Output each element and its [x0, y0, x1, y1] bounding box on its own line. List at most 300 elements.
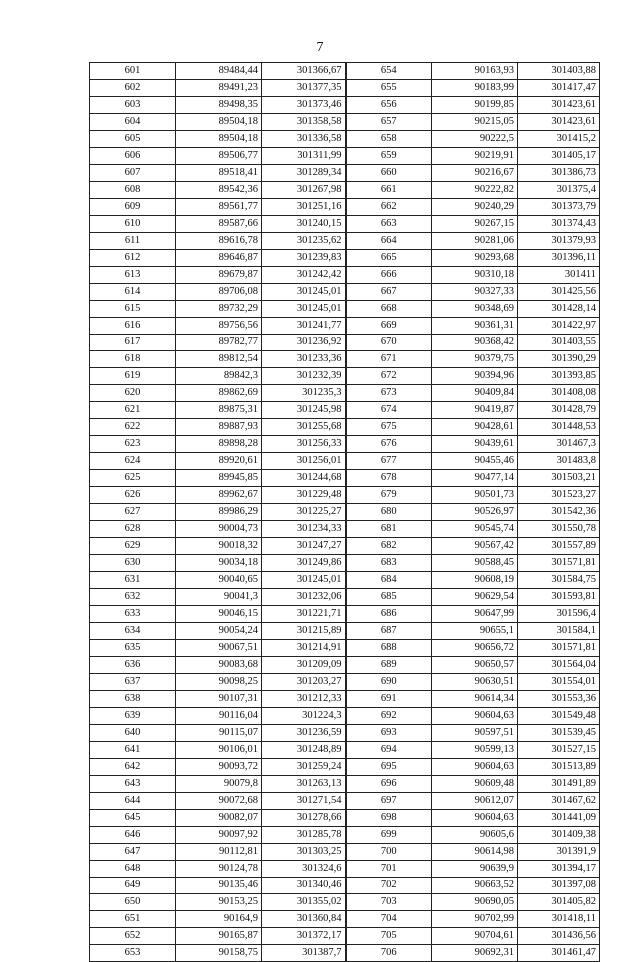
- y-coordinate-cell: 301340,46: [262, 877, 346, 894]
- table-row: [90, 504, 600, 521]
- point-number-cell: 696: [346, 775, 432, 792]
- x-coordinate-cell: 90112,81: [176, 843, 262, 860]
- table-row: [90, 181, 600, 198]
- table-row: [90, 606, 600, 623]
- y-coordinate-cell: 301251,16: [262, 198, 346, 215]
- point-number-cell: 614: [90, 283, 176, 300]
- y-coordinate-cell: 301550,78: [518, 521, 600, 538]
- table-row: [90, 63, 600, 80]
- x-coordinate-cell: 90222,82: [432, 181, 518, 198]
- point-number-cell: 624: [90, 453, 176, 470]
- x-coordinate-cell: 90164,9: [176, 911, 262, 928]
- y-coordinate-cell: 301417,47: [518, 79, 600, 96]
- x-coordinate-cell: 90310,18: [432, 266, 518, 283]
- y-coordinate-cell: 301584,75: [518, 572, 600, 589]
- y-coordinate-cell: 301248,89: [262, 741, 346, 758]
- point-number-cell: 606: [90, 147, 176, 164]
- point-number-cell: 623: [90, 436, 176, 453]
- x-coordinate-cell: 90690,05: [432, 894, 518, 911]
- y-coordinate-cell: 301256,33: [262, 436, 346, 453]
- y-coordinate-cell: 301289,34: [262, 164, 346, 181]
- table-row: [90, 249, 600, 266]
- point-number-cell: 697: [346, 792, 432, 809]
- y-coordinate-cell: 301503,21: [518, 470, 600, 487]
- table-row: [90, 555, 600, 572]
- table-row: [90, 826, 600, 843]
- table-row: [90, 758, 600, 775]
- y-coordinate-cell: 301571,81: [518, 639, 600, 656]
- y-coordinate-cell: 301242,42: [262, 266, 346, 283]
- y-coordinate-cell: 301448,53: [518, 419, 600, 436]
- point-number-cell: 661: [346, 181, 432, 198]
- point-number-cell: 634: [90, 622, 176, 639]
- y-coordinate-cell: 301232,06: [262, 589, 346, 606]
- x-coordinate-cell: 90655,1: [432, 622, 518, 639]
- y-coordinate-cell: 301245,01: [262, 572, 346, 589]
- y-coordinate-cell: 301422,97: [518, 317, 600, 334]
- point-number-cell: 641: [90, 741, 176, 758]
- x-coordinate-cell: 89679,87: [176, 266, 262, 283]
- table-row: [90, 283, 600, 300]
- x-coordinate-cell: 90614,34: [432, 690, 518, 707]
- table-row: [90, 453, 600, 470]
- x-coordinate-cell: 90158,75: [176, 945, 262, 962]
- point-number-cell: 692: [346, 707, 432, 724]
- x-coordinate-cell: 89491,23: [176, 79, 262, 96]
- point-number-cell: 608: [90, 181, 176, 198]
- x-coordinate-cell: 90439,61: [432, 436, 518, 453]
- y-coordinate-cell: 301236,92: [262, 334, 346, 351]
- point-number-cell: 650: [90, 894, 176, 911]
- y-coordinate-cell: 301467,3: [518, 436, 600, 453]
- point-number-cell: 706: [346, 945, 432, 962]
- point-number-cell: 635: [90, 639, 176, 656]
- table-row: [90, 639, 600, 656]
- point-number-cell: 687: [346, 622, 432, 639]
- x-coordinate-cell: 90614,98: [432, 843, 518, 860]
- x-coordinate-cell: 90419,87: [432, 402, 518, 419]
- x-coordinate-cell: 90098,25: [176, 673, 262, 690]
- y-coordinate-cell: 301373,46: [262, 96, 346, 113]
- y-coordinate-cell: 301247,27: [262, 538, 346, 555]
- point-number-cell: 610: [90, 215, 176, 232]
- table-row: [90, 622, 600, 639]
- point-number-cell: 645: [90, 809, 176, 826]
- y-coordinate-cell: 301393,85: [518, 368, 600, 385]
- y-coordinate-cell: 301303,25: [262, 843, 346, 860]
- table-row: [90, 843, 600, 860]
- y-coordinate-cell: 301215,89: [262, 622, 346, 639]
- y-coordinate-cell: 301360,84: [262, 911, 346, 928]
- table-row: [90, 911, 600, 928]
- point-number-cell: 664: [346, 232, 432, 249]
- point-number-cell: 704: [346, 911, 432, 928]
- x-coordinate-cell: 89962,67: [176, 487, 262, 504]
- point-number-cell: 622: [90, 419, 176, 436]
- y-coordinate-cell: 301373,79: [518, 198, 600, 215]
- point-number-cell: 628: [90, 521, 176, 538]
- point-number-cell: 643: [90, 775, 176, 792]
- y-coordinate-cell: 301235,3: [262, 385, 346, 402]
- x-coordinate-cell: 90240,29: [432, 198, 518, 215]
- point-number-cell: 682: [346, 538, 432, 555]
- point-number-cell: 665: [346, 249, 432, 266]
- coordinates-table-body: [90, 63, 600, 962]
- point-number-cell: 602: [90, 79, 176, 96]
- y-coordinate-cell: 301409,38: [518, 826, 600, 843]
- point-number-cell: 648: [90, 860, 176, 877]
- y-coordinate-cell: 301584,1: [518, 622, 600, 639]
- table-row: [90, 775, 600, 792]
- point-number-cell: 617: [90, 334, 176, 351]
- x-coordinate-cell: 89706,08: [176, 283, 262, 300]
- point-number-cell: 698: [346, 809, 432, 826]
- point-number-cell: 677: [346, 453, 432, 470]
- y-coordinate-cell: 301235,62: [262, 232, 346, 249]
- x-coordinate-cell: 90215,05: [432, 113, 518, 130]
- point-number-cell: 605: [90, 130, 176, 147]
- point-number-cell: 604: [90, 113, 176, 130]
- table-row: [90, 419, 600, 436]
- y-coordinate-cell: 301221,71: [262, 606, 346, 623]
- point-number-cell: 644: [90, 792, 176, 809]
- point-number-cell: 702: [346, 877, 432, 894]
- point-number-cell: 663: [346, 215, 432, 232]
- point-number-cell: 660: [346, 164, 432, 181]
- y-coordinate-cell: 301336,58: [262, 130, 346, 147]
- y-coordinate-cell: 301209,09: [262, 656, 346, 673]
- y-coordinate-cell: 301267,98: [262, 181, 346, 198]
- y-coordinate-cell: 301374,43: [518, 215, 600, 232]
- table-row: [90, 96, 600, 113]
- point-number-cell: 629: [90, 538, 176, 555]
- x-coordinate-cell: 90608,19: [432, 572, 518, 589]
- x-coordinate-cell: 90222,5: [432, 130, 518, 147]
- point-number-cell: 659: [346, 147, 432, 164]
- x-coordinate-cell: 90428,61: [432, 419, 518, 436]
- point-number-cell: 616: [90, 317, 176, 334]
- y-coordinate-cell: 301249,86: [262, 555, 346, 572]
- point-number-cell: 625: [90, 470, 176, 487]
- y-coordinate-cell: 301355,02: [262, 894, 346, 911]
- x-coordinate-cell: 90115,07: [176, 724, 262, 741]
- y-coordinate-cell: 301549,48: [518, 707, 600, 724]
- x-coordinate-cell: 90219,91: [432, 147, 518, 164]
- y-coordinate-cell: 301513,89: [518, 758, 600, 775]
- point-number-cell: 633: [90, 606, 176, 623]
- x-coordinate-cell: 89812,54: [176, 351, 262, 368]
- y-coordinate-cell: 301396,11: [518, 249, 600, 266]
- y-coordinate-cell: 301461,47: [518, 945, 600, 962]
- x-coordinate-cell: 90107,31: [176, 690, 262, 707]
- y-coordinate-cell: 301405,17: [518, 147, 600, 164]
- point-number-cell: 613: [90, 266, 176, 283]
- table-row: [90, 521, 600, 538]
- point-number-cell: 651: [90, 911, 176, 928]
- x-coordinate-cell: 90153,25: [176, 894, 262, 911]
- y-coordinate-cell: 301311,99: [262, 147, 346, 164]
- x-coordinate-cell: 89986,29: [176, 504, 262, 521]
- x-coordinate-cell: 89945,85: [176, 470, 262, 487]
- table-row: [90, 436, 600, 453]
- y-coordinate-cell: 301491,89: [518, 775, 600, 792]
- y-coordinate-cell: 301255,68: [262, 419, 346, 436]
- x-coordinate-cell: 90629,54: [432, 589, 518, 606]
- point-number-cell: 700: [346, 843, 432, 860]
- y-coordinate-cell: 301423,61: [518, 96, 600, 113]
- point-number-cell: 672: [346, 368, 432, 385]
- point-number-cell: 620: [90, 385, 176, 402]
- y-coordinate-cell: 301397,08: [518, 877, 600, 894]
- table-row: [90, 470, 600, 487]
- x-coordinate-cell: 90041,3: [176, 589, 262, 606]
- x-coordinate-cell: 90639,9: [432, 860, 518, 877]
- table-row: [90, 741, 600, 758]
- table-row: [90, 368, 600, 385]
- table-row: [90, 402, 600, 419]
- y-coordinate-cell: 301224,3: [262, 707, 346, 724]
- x-coordinate-cell: 89646,87: [176, 249, 262, 266]
- y-coordinate-cell: 301236,59: [262, 724, 346, 741]
- x-coordinate-cell: 90599,13: [432, 741, 518, 758]
- table-row: [90, 724, 600, 741]
- x-coordinate-cell: 90609,48: [432, 775, 518, 792]
- x-coordinate-cell: 90361,31: [432, 317, 518, 334]
- x-coordinate-cell: 90163,93: [432, 63, 518, 80]
- y-coordinate-cell: 301263,13: [262, 775, 346, 792]
- point-number-cell: 647: [90, 843, 176, 860]
- x-coordinate-cell: 90040,65: [176, 572, 262, 589]
- x-coordinate-cell: 90348,69: [432, 300, 518, 317]
- point-number-cell: 621: [90, 402, 176, 419]
- x-coordinate-cell: 90079,8: [176, 775, 262, 792]
- point-number-cell: 683: [346, 555, 432, 572]
- y-coordinate-cell: 301539,45: [518, 724, 600, 741]
- y-coordinate-cell: 301441,09: [518, 809, 600, 826]
- x-coordinate-cell: 90545,74: [432, 521, 518, 538]
- point-number-cell: 603: [90, 96, 176, 113]
- y-coordinate-cell: 301527,15: [518, 741, 600, 758]
- point-number-cell: 699: [346, 826, 432, 843]
- point-number-cell: 630: [90, 555, 176, 572]
- y-coordinate-cell: 301256,01: [262, 453, 346, 470]
- point-number-cell: 615: [90, 300, 176, 317]
- x-coordinate-cell: 90604,63: [432, 758, 518, 775]
- y-coordinate-cell: 301259,24: [262, 758, 346, 775]
- y-coordinate-cell: 301285,78: [262, 826, 346, 843]
- x-coordinate-cell: 90034,18: [176, 555, 262, 572]
- x-coordinate-cell: 90526,97: [432, 504, 518, 521]
- x-coordinate-cell: 89616,78: [176, 232, 262, 249]
- point-number-cell: 670: [346, 334, 432, 351]
- table-row: [90, 232, 600, 249]
- y-coordinate-cell: 301232,39: [262, 368, 346, 385]
- point-number-cell: 676: [346, 436, 432, 453]
- x-coordinate-cell: 89732,29: [176, 300, 262, 317]
- point-number-cell: 678: [346, 470, 432, 487]
- x-coordinate-cell: 90216,67: [432, 164, 518, 181]
- y-coordinate-cell: 301593,81: [518, 589, 600, 606]
- x-coordinate-cell: 89504,18: [176, 113, 262, 130]
- y-coordinate-cell: 301244,68: [262, 470, 346, 487]
- point-number-cell: 675: [346, 419, 432, 436]
- x-coordinate-cell: 90650,57: [432, 656, 518, 673]
- x-coordinate-cell: 89484,44: [176, 63, 262, 80]
- x-coordinate-cell: 89587,66: [176, 215, 262, 232]
- y-coordinate-cell: 301324,6: [262, 860, 346, 877]
- table-row: [90, 266, 600, 283]
- x-coordinate-cell: 90394,96: [432, 368, 518, 385]
- y-coordinate-cell: 301411: [518, 266, 600, 283]
- x-coordinate-cell: 89842,3: [176, 368, 262, 385]
- x-coordinate-cell: 89518,41: [176, 164, 262, 181]
- point-number-cell: 666: [346, 266, 432, 283]
- x-coordinate-cell: 90588,45: [432, 555, 518, 572]
- point-number-cell: 703: [346, 894, 432, 911]
- x-coordinate-cell: 90501,73: [432, 487, 518, 504]
- x-coordinate-cell: 90704,61: [432, 928, 518, 945]
- x-coordinate-cell: 89498,35: [176, 96, 262, 113]
- y-coordinate-cell: 301467,62: [518, 792, 600, 809]
- table-row: [90, 690, 600, 707]
- table-row: [90, 928, 600, 945]
- y-coordinate-cell: 301366,67: [262, 63, 346, 80]
- y-coordinate-cell: 301415,2: [518, 130, 600, 147]
- x-coordinate-cell: 90165,87: [176, 928, 262, 945]
- point-number-cell: 638: [90, 690, 176, 707]
- x-coordinate-cell: 90293,68: [432, 249, 518, 266]
- point-number-cell: 646: [90, 826, 176, 843]
- x-coordinate-cell: 90604,63: [432, 707, 518, 724]
- x-coordinate-cell: 90605,6: [432, 826, 518, 843]
- x-coordinate-cell: 90183,99: [432, 79, 518, 96]
- y-coordinate-cell: 301245,01: [262, 300, 346, 317]
- point-number-cell: 607: [90, 164, 176, 181]
- table-row: [90, 351, 600, 368]
- point-number-cell: 655: [346, 79, 432, 96]
- y-coordinate-cell: 301375,4: [518, 181, 600, 198]
- x-coordinate-cell: 90647,99: [432, 606, 518, 623]
- x-coordinate-cell: 90692,31: [432, 945, 518, 962]
- y-coordinate-cell: 301428,79: [518, 402, 600, 419]
- point-number-cell: 658: [346, 130, 432, 147]
- x-coordinate-cell: 90106,01: [176, 741, 262, 758]
- y-coordinate-cell: 301234,33: [262, 521, 346, 538]
- y-coordinate-cell: 301387,7: [262, 945, 346, 962]
- y-coordinate-cell: 301245,01: [262, 283, 346, 300]
- y-coordinate-cell: 301214,91: [262, 639, 346, 656]
- y-coordinate-cell: 301571,81: [518, 555, 600, 572]
- point-number-cell: 669: [346, 317, 432, 334]
- point-number-cell: 679: [346, 487, 432, 504]
- table-row: [90, 147, 600, 164]
- y-coordinate-cell: 301394,17: [518, 860, 600, 877]
- point-number-cell: 689: [346, 656, 432, 673]
- x-coordinate-cell: 89782,77: [176, 334, 262, 351]
- point-number-cell: 627: [90, 504, 176, 521]
- point-number-cell: 695: [346, 758, 432, 775]
- x-coordinate-cell: 90072,68: [176, 792, 262, 809]
- point-number-cell: 680: [346, 504, 432, 521]
- x-coordinate-cell: 90612,07: [432, 792, 518, 809]
- y-coordinate-cell: 301423,61: [518, 113, 600, 130]
- y-coordinate-cell: 301523,27: [518, 487, 600, 504]
- y-coordinate-cell: 301557,89: [518, 538, 600, 555]
- point-number-cell: 640: [90, 724, 176, 741]
- x-coordinate-cell: 89504,18: [176, 130, 262, 147]
- point-number-cell: 632: [90, 589, 176, 606]
- point-number-cell: 662: [346, 198, 432, 215]
- y-coordinate-cell: 301405,82: [518, 894, 600, 911]
- y-coordinate-cell: 301418,11: [518, 911, 600, 928]
- x-coordinate-cell: 90281,06: [432, 232, 518, 249]
- point-number-cell: 654: [346, 63, 432, 80]
- point-number-cell: 649: [90, 877, 176, 894]
- y-coordinate-cell: 301271,54: [262, 792, 346, 809]
- point-number-cell: 611: [90, 232, 176, 249]
- x-coordinate-cell: 90455,46: [432, 453, 518, 470]
- x-coordinate-cell: 90604,63: [432, 809, 518, 826]
- point-number-cell: 668: [346, 300, 432, 317]
- x-coordinate-cell: 90046,15: [176, 606, 262, 623]
- table-row: [90, 589, 600, 606]
- point-number-cell: 626: [90, 487, 176, 504]
- y-coordinate-cell: 301233,36: [262, 351, 346, 368]
- y-coordinate-cell: 301372,17: [262, 928, 346, 945]
- x-coordinate-cell: 90124,78: [176, 860, 262, 877]
- point-number-cell: 667: [346, 283, 432, 300]
- x-coordinate-cell: 90083,68: [176, 656, 262, 673]
- y-coordinate-cell: 301554,01: [518, 673, 600, 690]
- point-number-cell: 674: [346, 402, 432, 419]
- point-number-cell: 673: [346, 385, 432, 402]
- point-number-cell: 691: [346, 690, 432, 707]
- y-coordinate-cell: 301203,27: [262, 673, 346, 690]
- table-row: [90, 130, 600, 147]
- table-row: [90, 673, 600, 690]
- x-coordinate-cell: 90630,51: [432, 673, 518, 690]
- point-number-cell: 656: [346, 96, 432, 113]
- point-number-cell: 686: [346, 606, 432, 623]
- point-number-cell: 681: [346, 521, 432, 538]
- y-coordinate-cell: 301278,66: [262, 809, 346, 826]
- x-coordinate-cell: 90135,46: [176, 877, 262, 894]
- table-row: [90, 334, 600, 351]
- x-coordinate-cell: 90409,84: [432, 385, 518, 402]
- y-coordinate-cell: 301425,56: [518, 283, 600, 300]
- y-coordinate-cell: 301483,8: [518, 453, 600, 470]
- x-coordinate-cell: 90327,33: [432, 283, 518, 300]
- point-number-cell: 631: [90, 572, 176, 589]
- x-coordinate-cell: 89561,77: [176, 198, 262, 215]
- x-coordinate-cell: 90379,75: [432, 351, 518, 368]
- point-number-cell: 618: [90, 351, 176, 368]
- x-coordinate-cell: 89920,61: [176, 453, 262, 470]
- y-coordinate-cell: 301239,83: [262, 249, 346, 266]
- table-row: [90, 164, 600, 181]
- table-row: [90, 809, 600, 826]
- x-coordinate-cell: 89898,28: [176, 436, 262, 453]
- x-coordinate-cell: 90597,51: [432, 724, 518, 741]
- point-number-cell: 636: [90, 656, 176, 673]
- point-number-cell: 657: [346, 113, 432, 130]
- table-row: [90, 79, 600, 96]
- y-coordinate-cell: 301391,9: [518, 843, 600, 860]
- y-coordinate-cell: 301403,88: [518, 63, 600, 80]
- point-number-cell: 609: [90, 198, 176, 215]
- x-coordinate-cell: 89862,69: [176, 385, 262, 402]
- x-coordinate-cell: 89506,77: [176, 147, 262, 164]
